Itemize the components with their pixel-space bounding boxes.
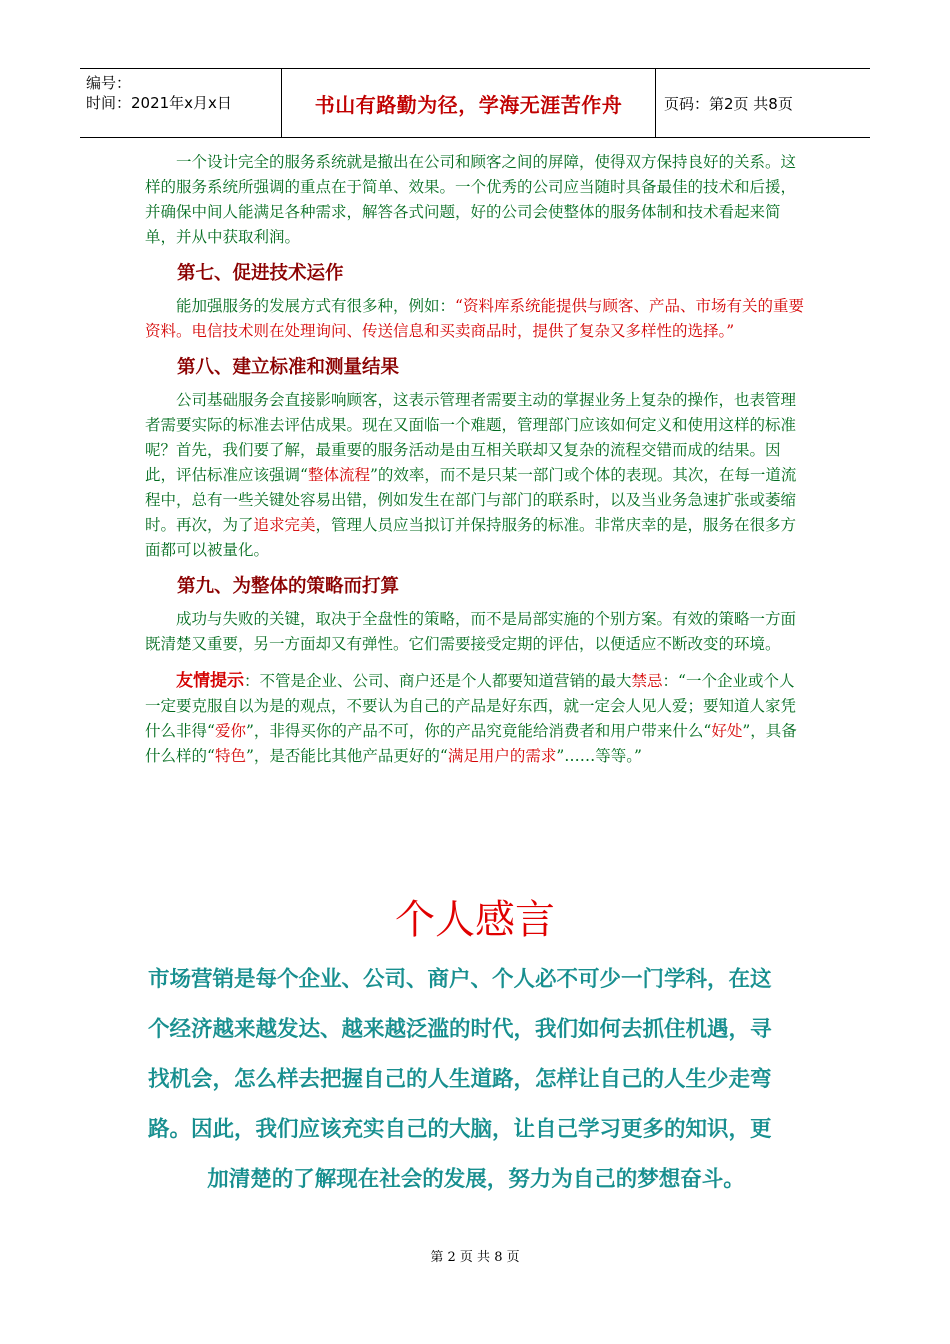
document-body [145, 150, 805, 769]
tip-text-5: ”，是否能比其他产品更好的“ [245, 747, 448, 765]
section-8-text-b: ”的效率，而不是只某一部门或个体的表现。其次，在每一道流程中，总有一些关键处容易出错，例如发生在部门与部门的联系时，以及当业务急速扩张或萎缩时。再次，为了 [145, 466, 797, 534]
reflection-essay [148, 955, 804, 1205]
reflection-line: 市场营销是每个企业、公司、商户、个人必不可少一门学科，在这 [148, 967, 772, 992]
reflection-title: 个人感言 [395, 897, 555, 943]
tip-text-2: ：“一个企业或个人一定要克服自以为是的观点，不要认为自己的产品是好东西，就一定会人见人爱；要知道人家凭什么非得“ [145, 672, 797, 740]
tip-text-1: 不管是企业、公司、商户还是个人都要知道营销的最大 [259, 672, 632, 690]
document-date-label: 时间：2021年x月x日 [86, 94, 232, 112]
tip-highlight-needs: 满足用户的需求 [447, 747, 557, 765]
page-header [80, 68, 870, 138]
tip-text-4: ”，具备什么样的“ [145, 722, 797, 765]
tip-text-3: ”，非得买你的产品不可，你的产品究竟能给消费者和用户带来什么“ [245, 722, 712, 740]
section-9-paragraph: 成功与失败的关键，取决于全盘性的策略，而不是局部实施的个别方案。有效的策略一方面既清楚又重要，另一方面却又有弹性。它们需要接受定期的评估，以便适应不断改变的环境。 [145, 610, 797, 653]
section-8-highlight-process: 整体流程 [307, 466, 370, 484]
header-page-label: 页码：第2页 共8页 [664, 94, 793, 113]
section-7-text: 能加强服务的发展方式有很多种，例如： [176, 297, 456, 315]
tip-paragraph [145, 669, 805, 769]
section-7-quote: “资料库系统能提供与顾客、产品、市场有关的重要资料。电信技术则在处理询问、传送信息和买卖商品时，提供了复杂又多样性的选择。” [145, 297, 804, 340]
section-9-heading: 第九、为整体的策略而打算 [177, 576, 400, 597]
tip-highlight-taboo: 禁忌 [631, 672, 663, 690]
document-number-label: 编号： [86, 74, 132, 92]
reflection-line: 找机会，怎么样去把握自己的人生道路，怎样让自己的人生少走弯 [148, 1067, 772, 1092]
section-8-paragraph [145, 388, 805, 563]
section-7-paragraph [145, 294, 805, 344]
tip-highlight-feature: 特色 [214, 747, 246, 765]
tip-highlight-love: 爱你 [214, 722, 246, 740]
section-8-highlight-perfection: 追求完美 [253, 516, 316, 534]
reflection-line: 加清楚的了解现在社会的发展，努力为自己的梦想奋斗。 [207, 1167, 745, 1192]
tip-label: 友情提示 [176, 671, 244, 691]
tip-text-6: ”……等等。” [556, 747, 642, 765]
tip-highlight-benefit: 好处 [711, 722, 743, 740]
section-7-heading: 第七、促进技术运作 [177, 263, 344, 284]
section-8-heading: 第八、建立标准和测量结果 [177, 357, 400, 378]
reflection-line: 个经济越来越发达、越来越泛滥的时代，我们如何去抓住机遇，寻 [148, 1017, 772, 1042]
section-8-text-c: ，管理人员应当拟订并保持服务的标准。非常庆幸的是，服务在很多方面都可以被量化。 [145, 516, 797, 559]
section-8-text-a: 公司基础服务会直接影响顾客，这表示管理者需要主动的掌握业务上复杂的操作，也表管理者需要实际的标准去评估成果。现在又面临一个难题，管理部门应该如何定义和使用这样的标准呢？首先，我们要了解，最重要的服务活动是由互相关联却又复杂的流程交错而成的结果。因此，评估标准应该强调“ [145, 391, 797, 484]
reflection-line: 路。因此，我们应该充实自己的大脑，让自己学习更多的知识，更 [148, 1117, 772, 1142]
tip-colon: ： [244, 672, 260, 690]
intro-paragraph: 一个设计完全的服务系统就是撤出在公司和顾客之间的屏障，使得双方保持良好的关系。这样的服务系统所强调的重点在于简单、效果。一个优秀的公司应当随时具备最佳的技术和后援，并确保中间人能满足各种需求，解答各式问题，好的公司会使整体的服务体制和技术看起来简单，并从中获取利润。 [145, 153, 797, 246]
page-footer: 第 2 页 共 8 页 [430, 1250, 520, 1265]
header-motto: 书山有路勤为径，学海无涯苦作舟 [282, 69, 656, 137]
header-meta [80, 69, 282, 137]
